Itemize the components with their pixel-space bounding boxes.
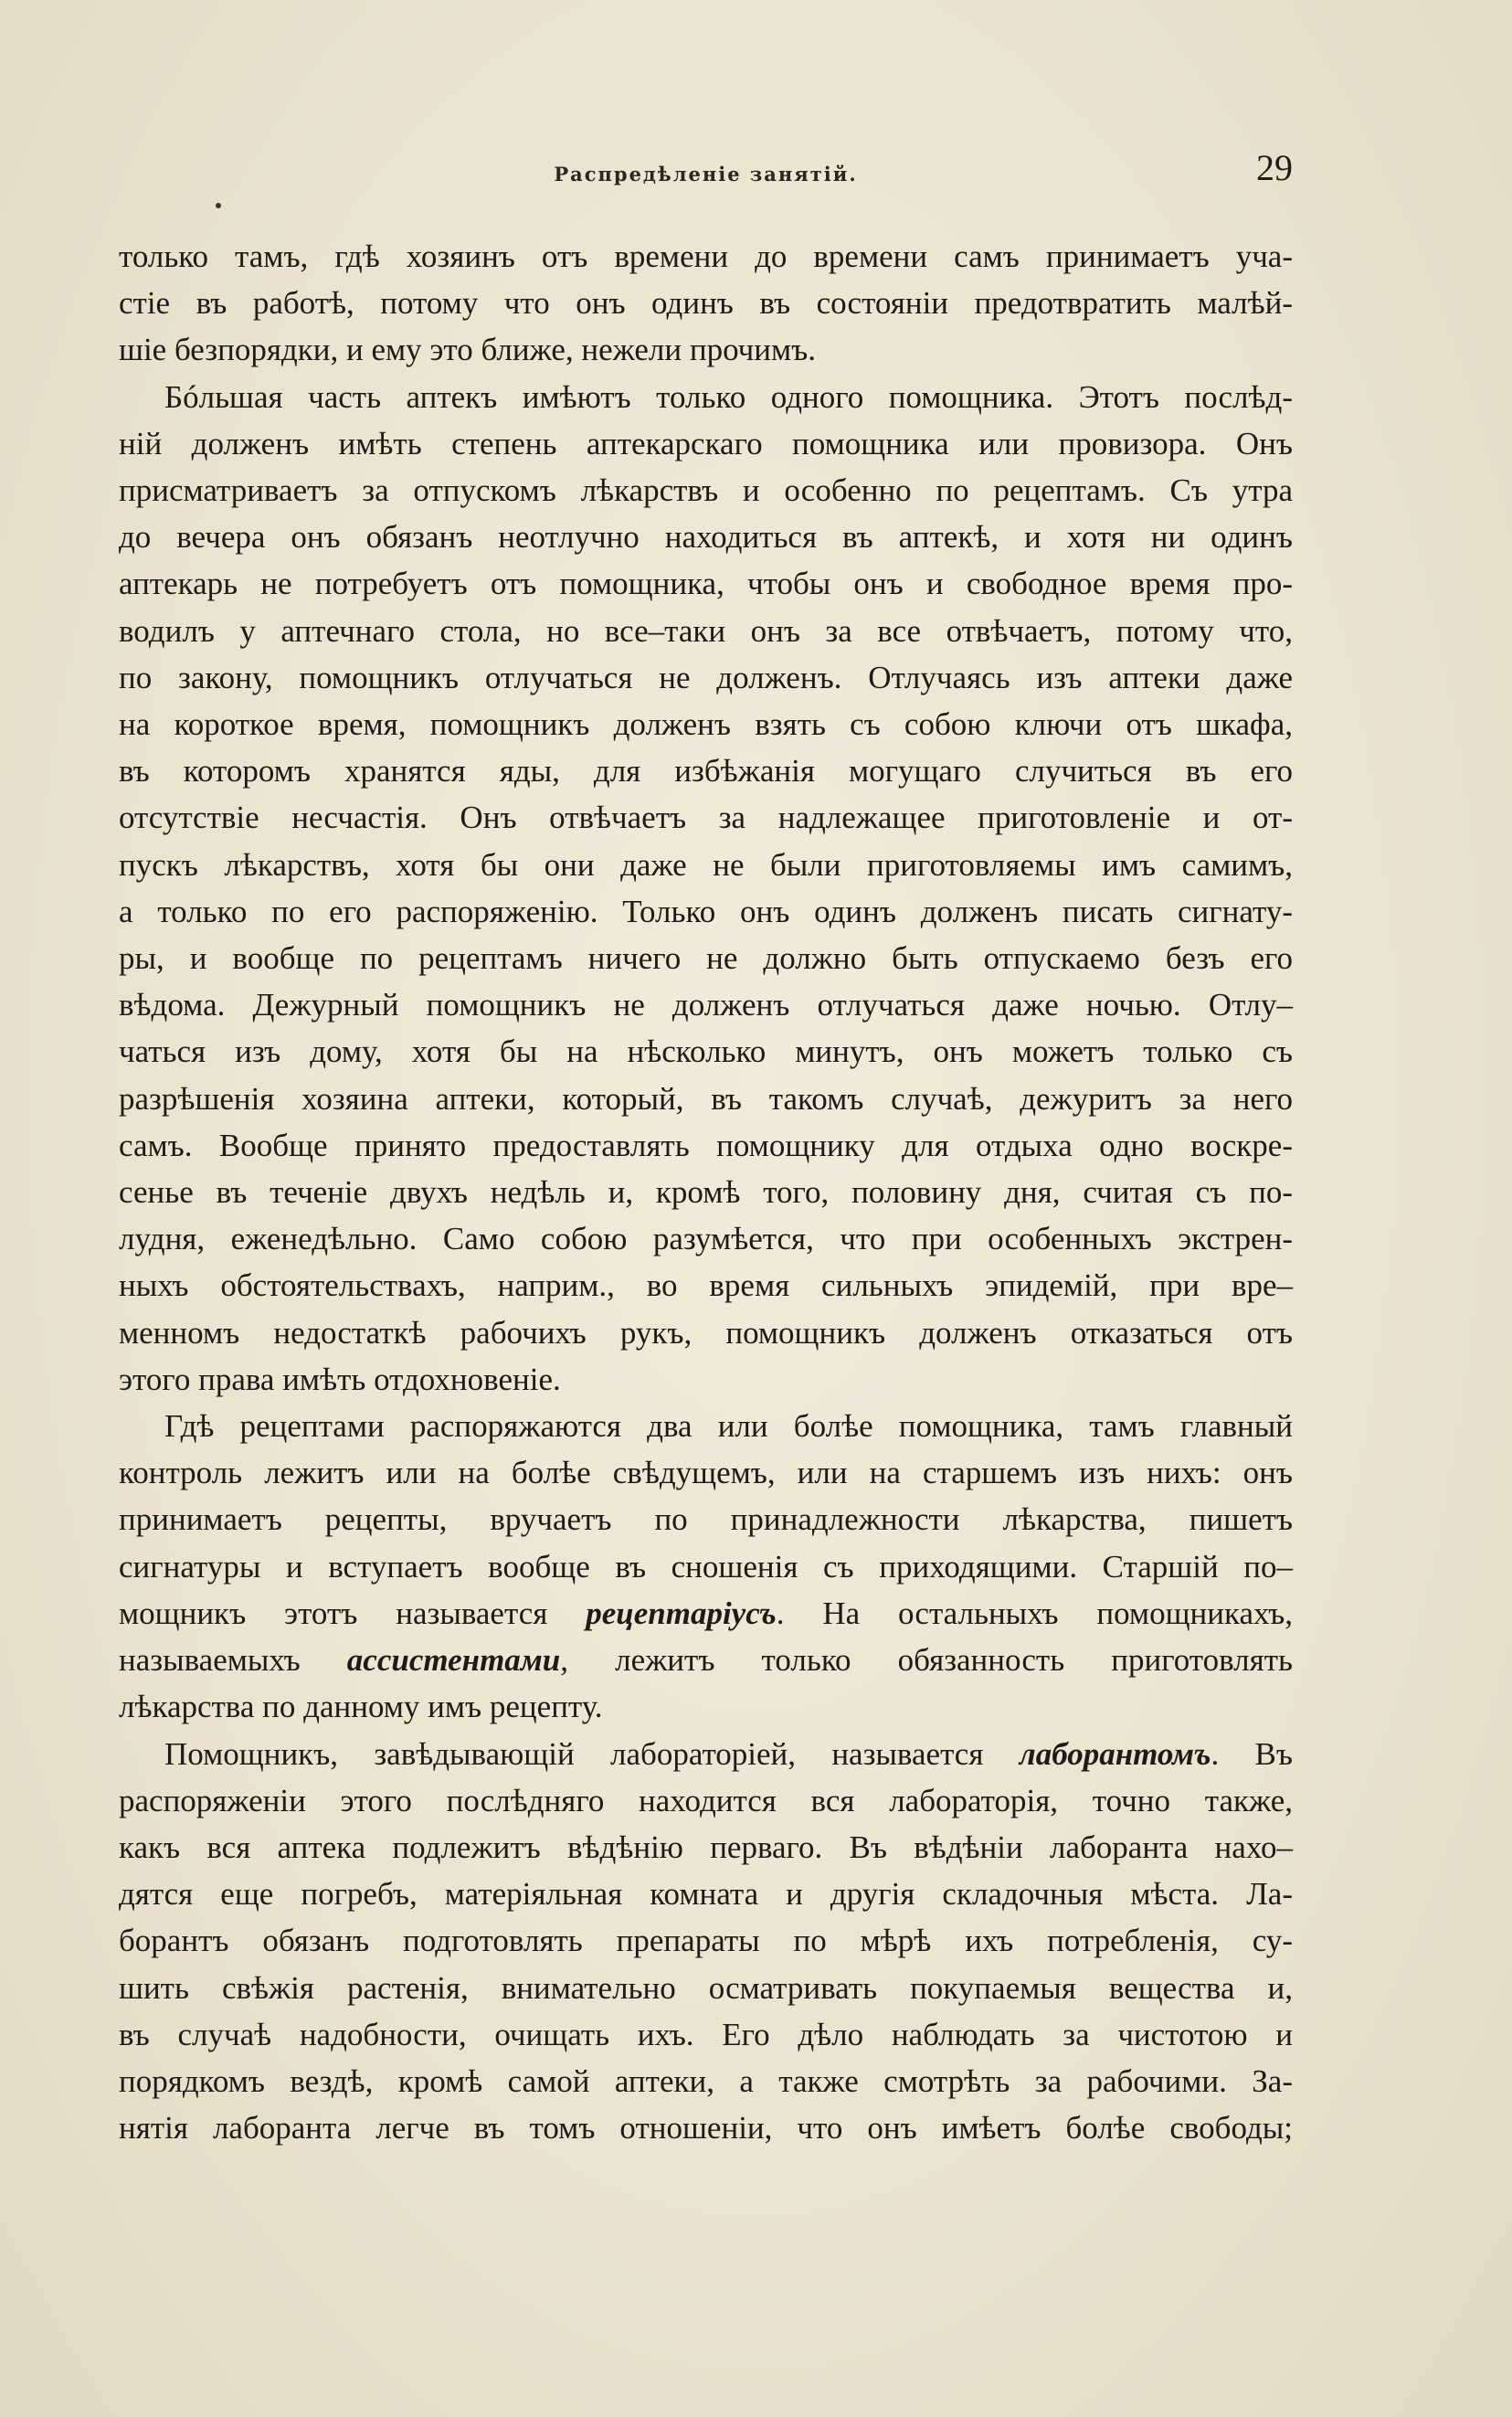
paragraph [119, 233, 1293, 374]
text-line: шить свѣжія растенія, внимательно осматривать покупаемыя вещества и, [119, 1969, 1293, 2006]
text-line: лѣкарства по данному имъ рецепту. [119, 1689, 603, 1725]
text-line: разрѣшенія хозяина аптеки, который, въ такомъ случаѣ, дежуритъ за него [119, 1080, 1293, 1117]
text-line: лудня, еженедѣльно. Само собою разумѣется, что при особенныхъ экстрен- [119, 1221, 1293, 1257]
text-line: какъ вся аптека подлежитъ вѣдѣнію перваго. Въ вѣдѣніи лаборанта нахо– [119, 1829, 1293, 1865]
text-line: ры, и вообще по рецептамъ ничего не должно быть отпускаемо безъ его [119, 940, 1293, 977]
text-line: нятія лаборанта легче въ томъ отношеніи, что онъ имѣетъ болѣе свободы; [119, 2110, 1293, 2147]
text-line: вѣдома. Дежурный помощникъ не долженъ отлучаться даже ночью. Отлу– [119, 987, 1293, 1023]
running-title: Распредѣленіе занятій. [554, 163, 858, 186]
text-line: называемыхъ ассистентами, лежитъ только обязанность приготовлять [119, 1642, 1293, 1679]
text-line: дятся еще погребъ, матеріяльная комната и другія складочныя мѣста. Ла- [119, 1876, 1293, 1913]
text-line: аптекарь не потребуетъ отъ помощника, чтобы онъ и свободное время про- [119, 566, 1293, 602]
text-line: по закону, помощникъ отлучаться не долженъ. Отлучаясь изъ аптеки даже [119, 659, 1293, 695]
text-line: а только по его распоряженію. Только онъ одинъ долженъ писать сигнату- [119, 893, 1293, 929]
text-line: контроль лежитъ или на болѣе свѣдущемъ, или на старшемъ изъ нихъ: онъ [119, 1455, 1293, 1491]
text-line: на короткое время, помощникъ долженъ взять съ собою ключи отъ шкафа, [119, 706, 1293, 743]
text-line: мощникъ этотъ называется рецептаріусъ. На остальныхъ помощникахъ, [119, 1595, 1294, 1631]
ink-speck [216, 203, 221, 208]
text-line: принимаетъ рецепты, вручаетъ по принадлежности лѣкарства, пишетъ [119, 1501, 1293, 1538]
text-line: борантъ обязанъ подготовлять препараты по мѣрѣ ихъ потребленія, су- [119, 1923, 1293, 1959]
text-line: ныхъ обстоятельствахъ, наприм., во время сильныхъ эпидемій, при вре– [119, 1267, 1293, 1304]
text-line: Бóльшая часть аптекъ имѣютъ только одного помощника. Этотъ послѣд- [164, 378, 1293, 415]
text-line: ній долженъ имѣть степень аптекарскаго помощника или провизора. Онъ [119, 425, 1293, 461]
paragraph [119, 1403, 1293, 1730]
text-line: шіе безпорядки, и ему это ближе, нежели прочимъ. [119, 332, 816, 368]
text-line: этого права имѣть отдохновеніе. [119, 1361, 561, 1397]
text-line: стіе въ работѣ, потому что онъ одинъ въ состояніи предотвратить малѣй- [119, 285, 1293, 322]
body-text [119, 233, 1293, 2151]
text-line: Гдѣ рецептами распоряжаются два или болѣе помощника, тамъ главный [164, 1408, 1293, 1445]
page-number: 29 [1256, 147, 1293, 188]
text-line: только тамъ, гдѣ хозяинъ отъ времени до времени самъ принимаетъ уча- [119, 239, 1293, 274]
text-line: Помощникъ, завѣдывающій лабораторіей, называется лаборантомъ. Въ [164, 1735, 1293, 1772]
text-line: самъ. Вообще принято предоставлять помощнику для отдыха одно воскре- [119, 1127, 1293, 1163]
emphasized-term: ассистентами [346, 1642, 561, 1679]
text-line: распоряженіи этого послѣдняго находится вся лабораторія, точно также, [119, 1782, 1293, 1818]
emphasized-term: лаборантомъ [1019, 1735, 1211, 1772]
text-line: менномъ недостаткѣ рабочихъ рукъ, помощникъ долженъ отказаться отъ [119, 1314, 1293, 1351]
text-line: въ которомъ хранятся яды, для избѣжанія могущаго случиться въ его [119, 753, 1293, 790]
paragraph [119, 1731, 1293, 2152]
text-line: въ случаѣ надобности, очищать ихъ. Его дѣло наблюдать за чистотою и [119, 2016, 1293, 2052]
text-line: порядкомъ вездѣ, кромѣ самой аптеки, а также смотрѣть за рабочими. За- [119, 2062, 1293, 2099]
text-line: сигнатуры и вступаетъ вообще въ сношенія съ приходящими. Старшій по– [119, 1548, 1293, 1585]
paragraph [119, 374, 1293, 1403]
text-line: пускъ лѣкарствъ, хотя бы они даже не были приготовляемы имъ самимъ, [119, 846, 1293, 883]
emphasized-term: рецептаріусъ [586, 1595, 777, 1631]
text-line: отсутствіе несчастія. Онъ отвѣчаетъ за надлежащее приготовленіе и от- [119, 800, 1293, 836]
text-line: водилъ у аптечнаго стола, но все–таки онъ за все отвѣчаетъ, потому что, [119, 612, 1293, 649]
page-header [119, 146, 1293, 201]
text-line: чаться изъ дому, хотя бы на нѣсколько минутъ, онъ можетъ только съ [119, 1034, 1293, 1070]
text-line: присматриваетъ за отпускомъ лѣкарствъ и особенно по рецептамъ. Съ утра [119, 472, 1293, 509]
text-line: сенье въ теченіе двухъ недѣль и, кромѣ того, половину дня, считая съ по- [119, 1174, 1293, 1211]
text-line: до вечера онъ обязанъ неотлучно находиться въ аптекѣ, и хотя ни одинъ [119, 519, 1293, 556]
